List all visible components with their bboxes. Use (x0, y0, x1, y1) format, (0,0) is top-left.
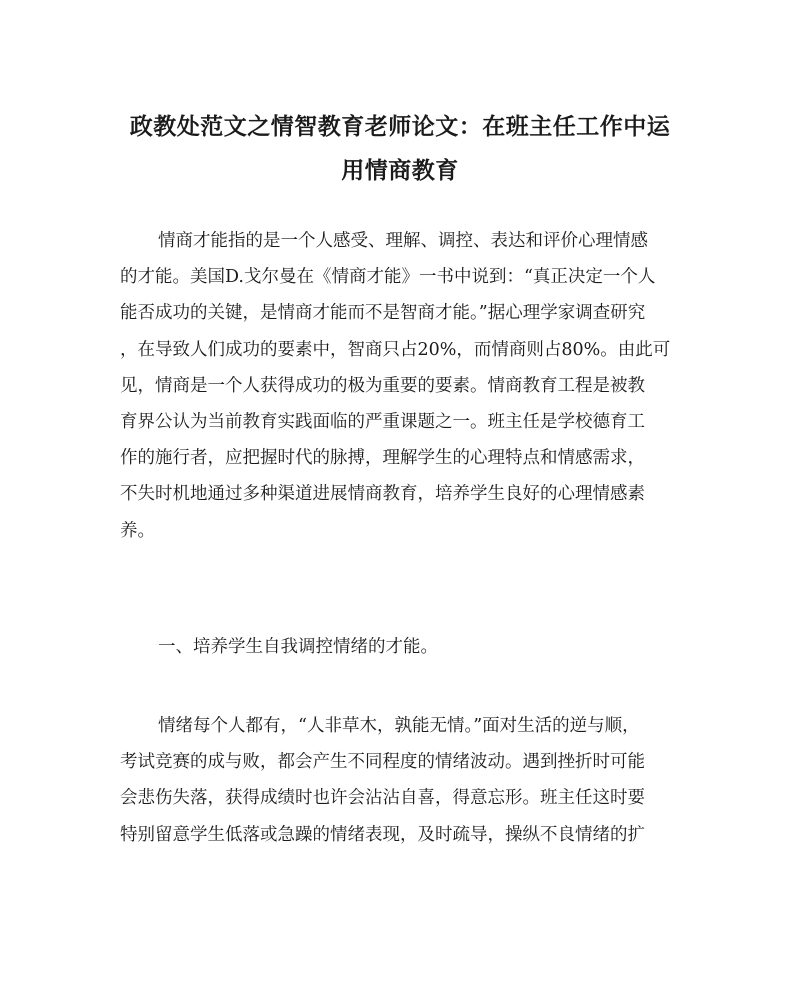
title-line: 用情商教育 (341, 157, 459, 184)
text-line: 能否成功的关键，是情商才能而不是智商才能。”据心理学家调查研究 (120, 303, 646, 324)
text-line: 情商才能指的是一个人感受、理解、调控、表达和评价心理情感 (158, 231, 648, 251)
text-line: 一、培养学生自我调控情绪的才能。 (158, 637, 438, 657)
text-line: 特别留意学生低落或急躁的情绪表现，及时疏导，操纵不良情绪的扩 (120, 824, 645, 845)
section-heading (120, 629, 680, 665)
text-line: 会悲伤失落，获得成绩时也许会沾沾自喜，得意忘形。班主任这时要 (120, 788, 645, 809)
text-line: ，在导致人们成功的要素中，智商只占20%，而情商则占80%。由此可 (120, 339, 671, 360)
text-line: 的才能。美国D.戈尔曼在《情商才能》一书中说到：“真正决定一个人 (120, 267, 656, 288)
text-line: 作的施行者，应把握时代的脉搏，理解学生的心理特点和情感需求， (120, 448, 645, 469)
text-line: 不失时机地通过多种渠道进展情商教育，培养学生良好的心理情感素 (120, 484, 645, 505)
paragraph-emotions (120, 708, 680, 853)
text-line: 情绪每个人都有，“人非草木，孰能无情。”面对生活的逆与顺， (158, 716, 640, 736)
text-line: 养。 (120, 520, 155, 541)
title-line: 政教处范文之情智教育老师论文：在班主任工作中运 (129, 113, 671, 140)
paragraph-intro (120, 223, 680, 549)
text-line: 考试竞赛的成与败，都会产生不同程度的情绪波动。遇到挫折时可能 (120, 752, 645, 773)
text-line: 育界公认为当前教育实践面临的严重课题之一。班主任是学校德育工 (120, 412, 645, 433)
text-line: 见，情商是一个人获得成功的极为重要的要素。情商教育工程是被教 (120, 375, 645, 396)
document-title (100, 105, 700, 193)
